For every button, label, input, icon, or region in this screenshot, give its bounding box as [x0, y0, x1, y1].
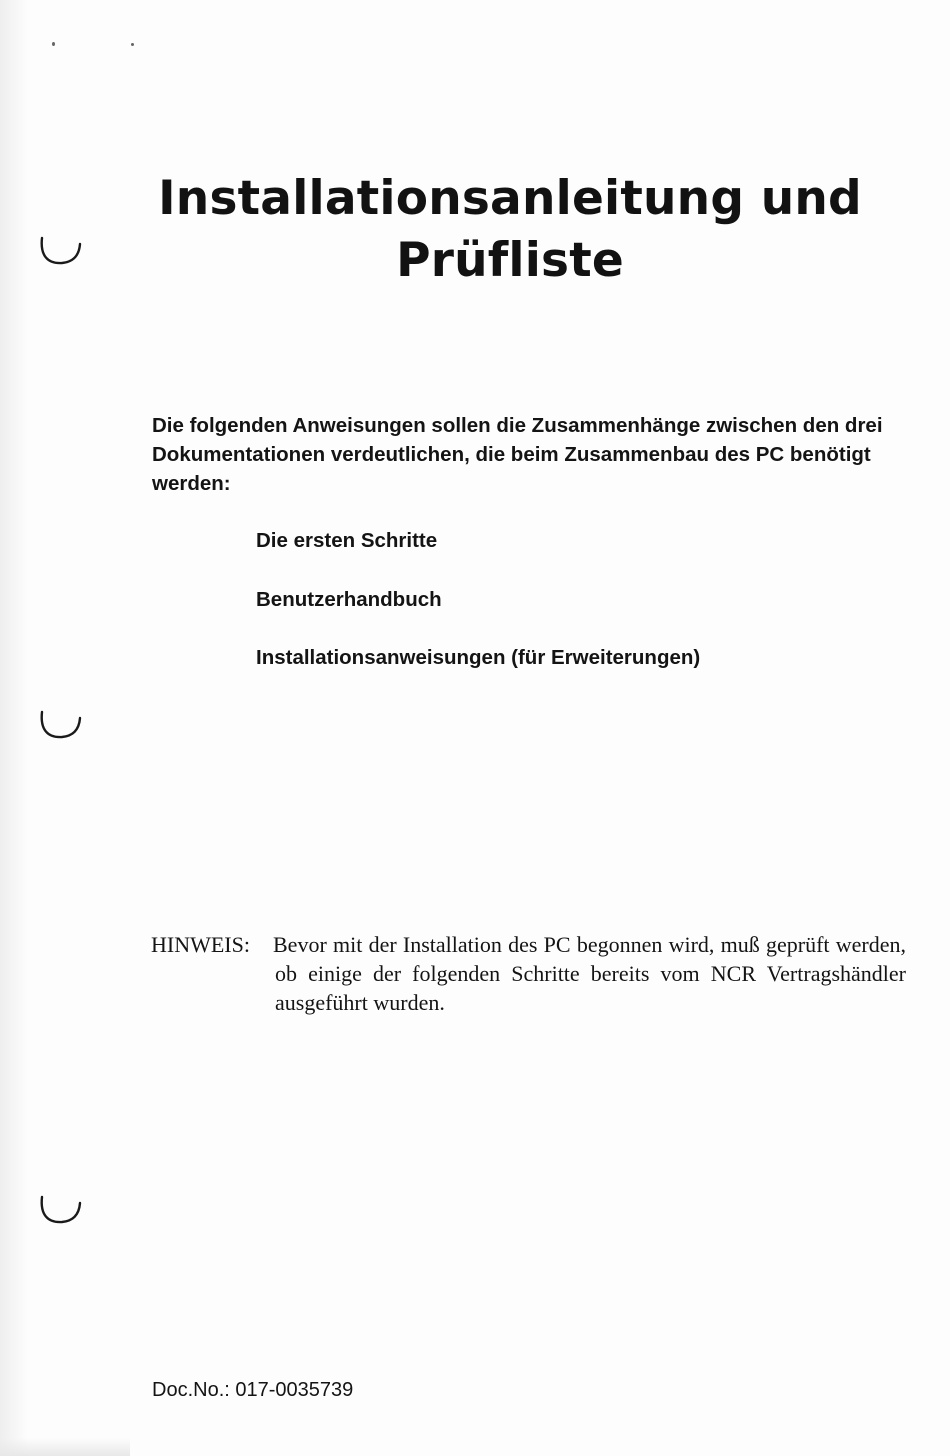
list-item: Installationsanweisungen (für Erweiterungen): [256, 646, 701, 669]
note-label: HINWEIS:: [151, 932, 250, 957]
document-number: Doc.No.: 017-0035739: [152, 1379, 354, 1401]
scan-edge-shadow: [0, 0, 28, 1456]
title-line-2: Prüfliste: [396, 233, 624, 288]
scan-speck: [131, 43, 134, 46]
documentation-list: [256, 527, 700, 703]
intro-paragraph: Die folgenden Anweisungen sollen die Zusammenhänge zwischen den drei Dokumentationen verdeutlichen, die beim Zusammenbau des PC benötigt werden:: [152, 414, 883, 495]
title-line-1: Installationsanleitung und: [158, 171, 862, 226]
page-title: [150, 168, 870, 292]
note-text: Bevor mit der Installation des PC begonnen wird, muß geprüft werden, ob einige der folgenden Schritte bereits vom NCR Vertragshändler ausgeführt wurden.: [273, 932, 906, 1015]
scan-bottom-shadow: [0, 1438, 130, 1456]
list-item: Benutzerhandbuch: [256, 587, 442, 611]
list-item: Die ersten Schritte: [256, 529, 438, 552]
scan-speck: [52, 42, 55, 46]
binder-hole-icon: [36, 230, 84, 270]
binder-hole-icon: [36, 1189, 84, 1229]
binder-hole-icon: [36, 704, 84, 744]
note-block: [151, 930, 906, 1017]
